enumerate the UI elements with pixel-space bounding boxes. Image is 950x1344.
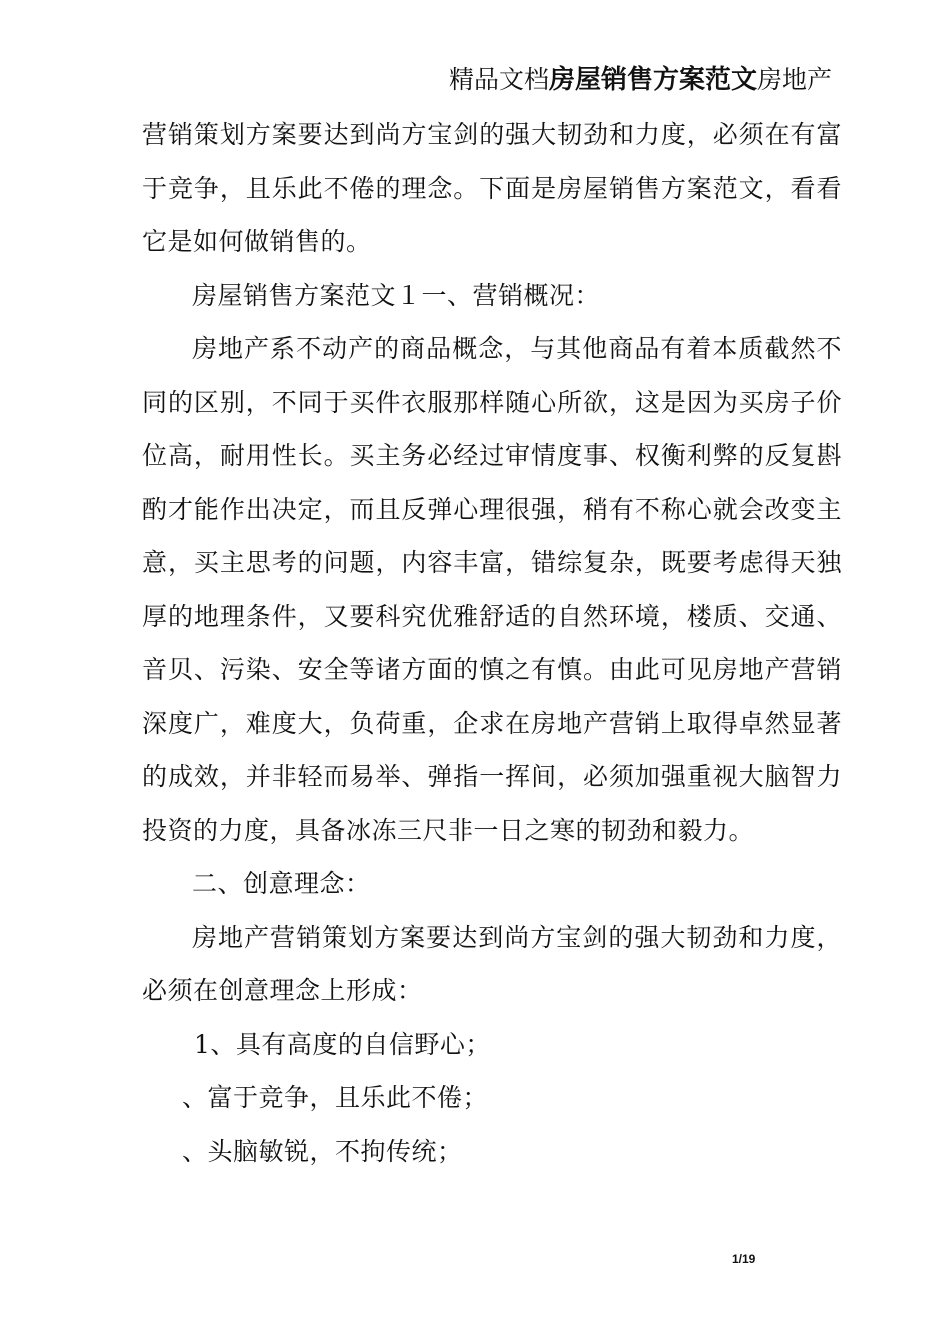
page-number: 1/19 [732,1252,756,1266]
paragraph-overview: 房地产系不动产的商品概念，与其他商品有着本质截然不同的区别，不同于买件衣服那样随心所欲，这是因为买房子价位高，耐用性长。买主务必经过审情度事、权衡利弊的反复斟酌才能作出决定，而且反弹心理很强，稍有不称心就会改变主意，买主思考的问题，内容丰富，错综复杂，既要考虑得天独厚的地理条件，又要科究优雅舒适的自然环境，楼质、交通、音贝、污染、安全等诸方面的慎之有慎。由此可见房地产营销深度广，难度大，负荷重，企求在房地产营销上取得卓然显著的成效，并非轻而易举、弹指一挥间，必须加强重视大脑智力投资的力度，具备冰冻三尺非一日之寒的韧劲和毅力。 [142,334,842,845]
section-heading-overview: 房屋销售方案范文１一、营销概况： [192,280,601,310]
paragraph-intro: 营销策划方案要达到尚方宝剑的强大韧劲和力度，必须在有富于竞争，且乐此不倦的理念。下面是房屋销售方案范文，看看它是如何做销售的。 [142,120,842,256]
list-item-3: 、头脑敏锐，不拘传统； [182,1136,463,1166]
list-item-1: 1、具有高度的自信野心； [194,1029,491,1059]
header-title: 房屋销售方案范文 [548,65,757,95]
header-suffix: 房地产 [756,65,832,94]
section-heading-concept: 二、创意理念： [192,869,371,898]
document-body [142,108,842,1178]
list-item-2: 、富于竞争，且乐此不倦； [182,1083,489,1112]
header-prefix: 精品文档 [448,65,549,94]
paragraph-concept: 房地产营销策划方案要达到尚方宝剑的强大韧劲和力度，必须在创意理念上形成： [142,922,842,1005]
page-header [449,62,832,98]
